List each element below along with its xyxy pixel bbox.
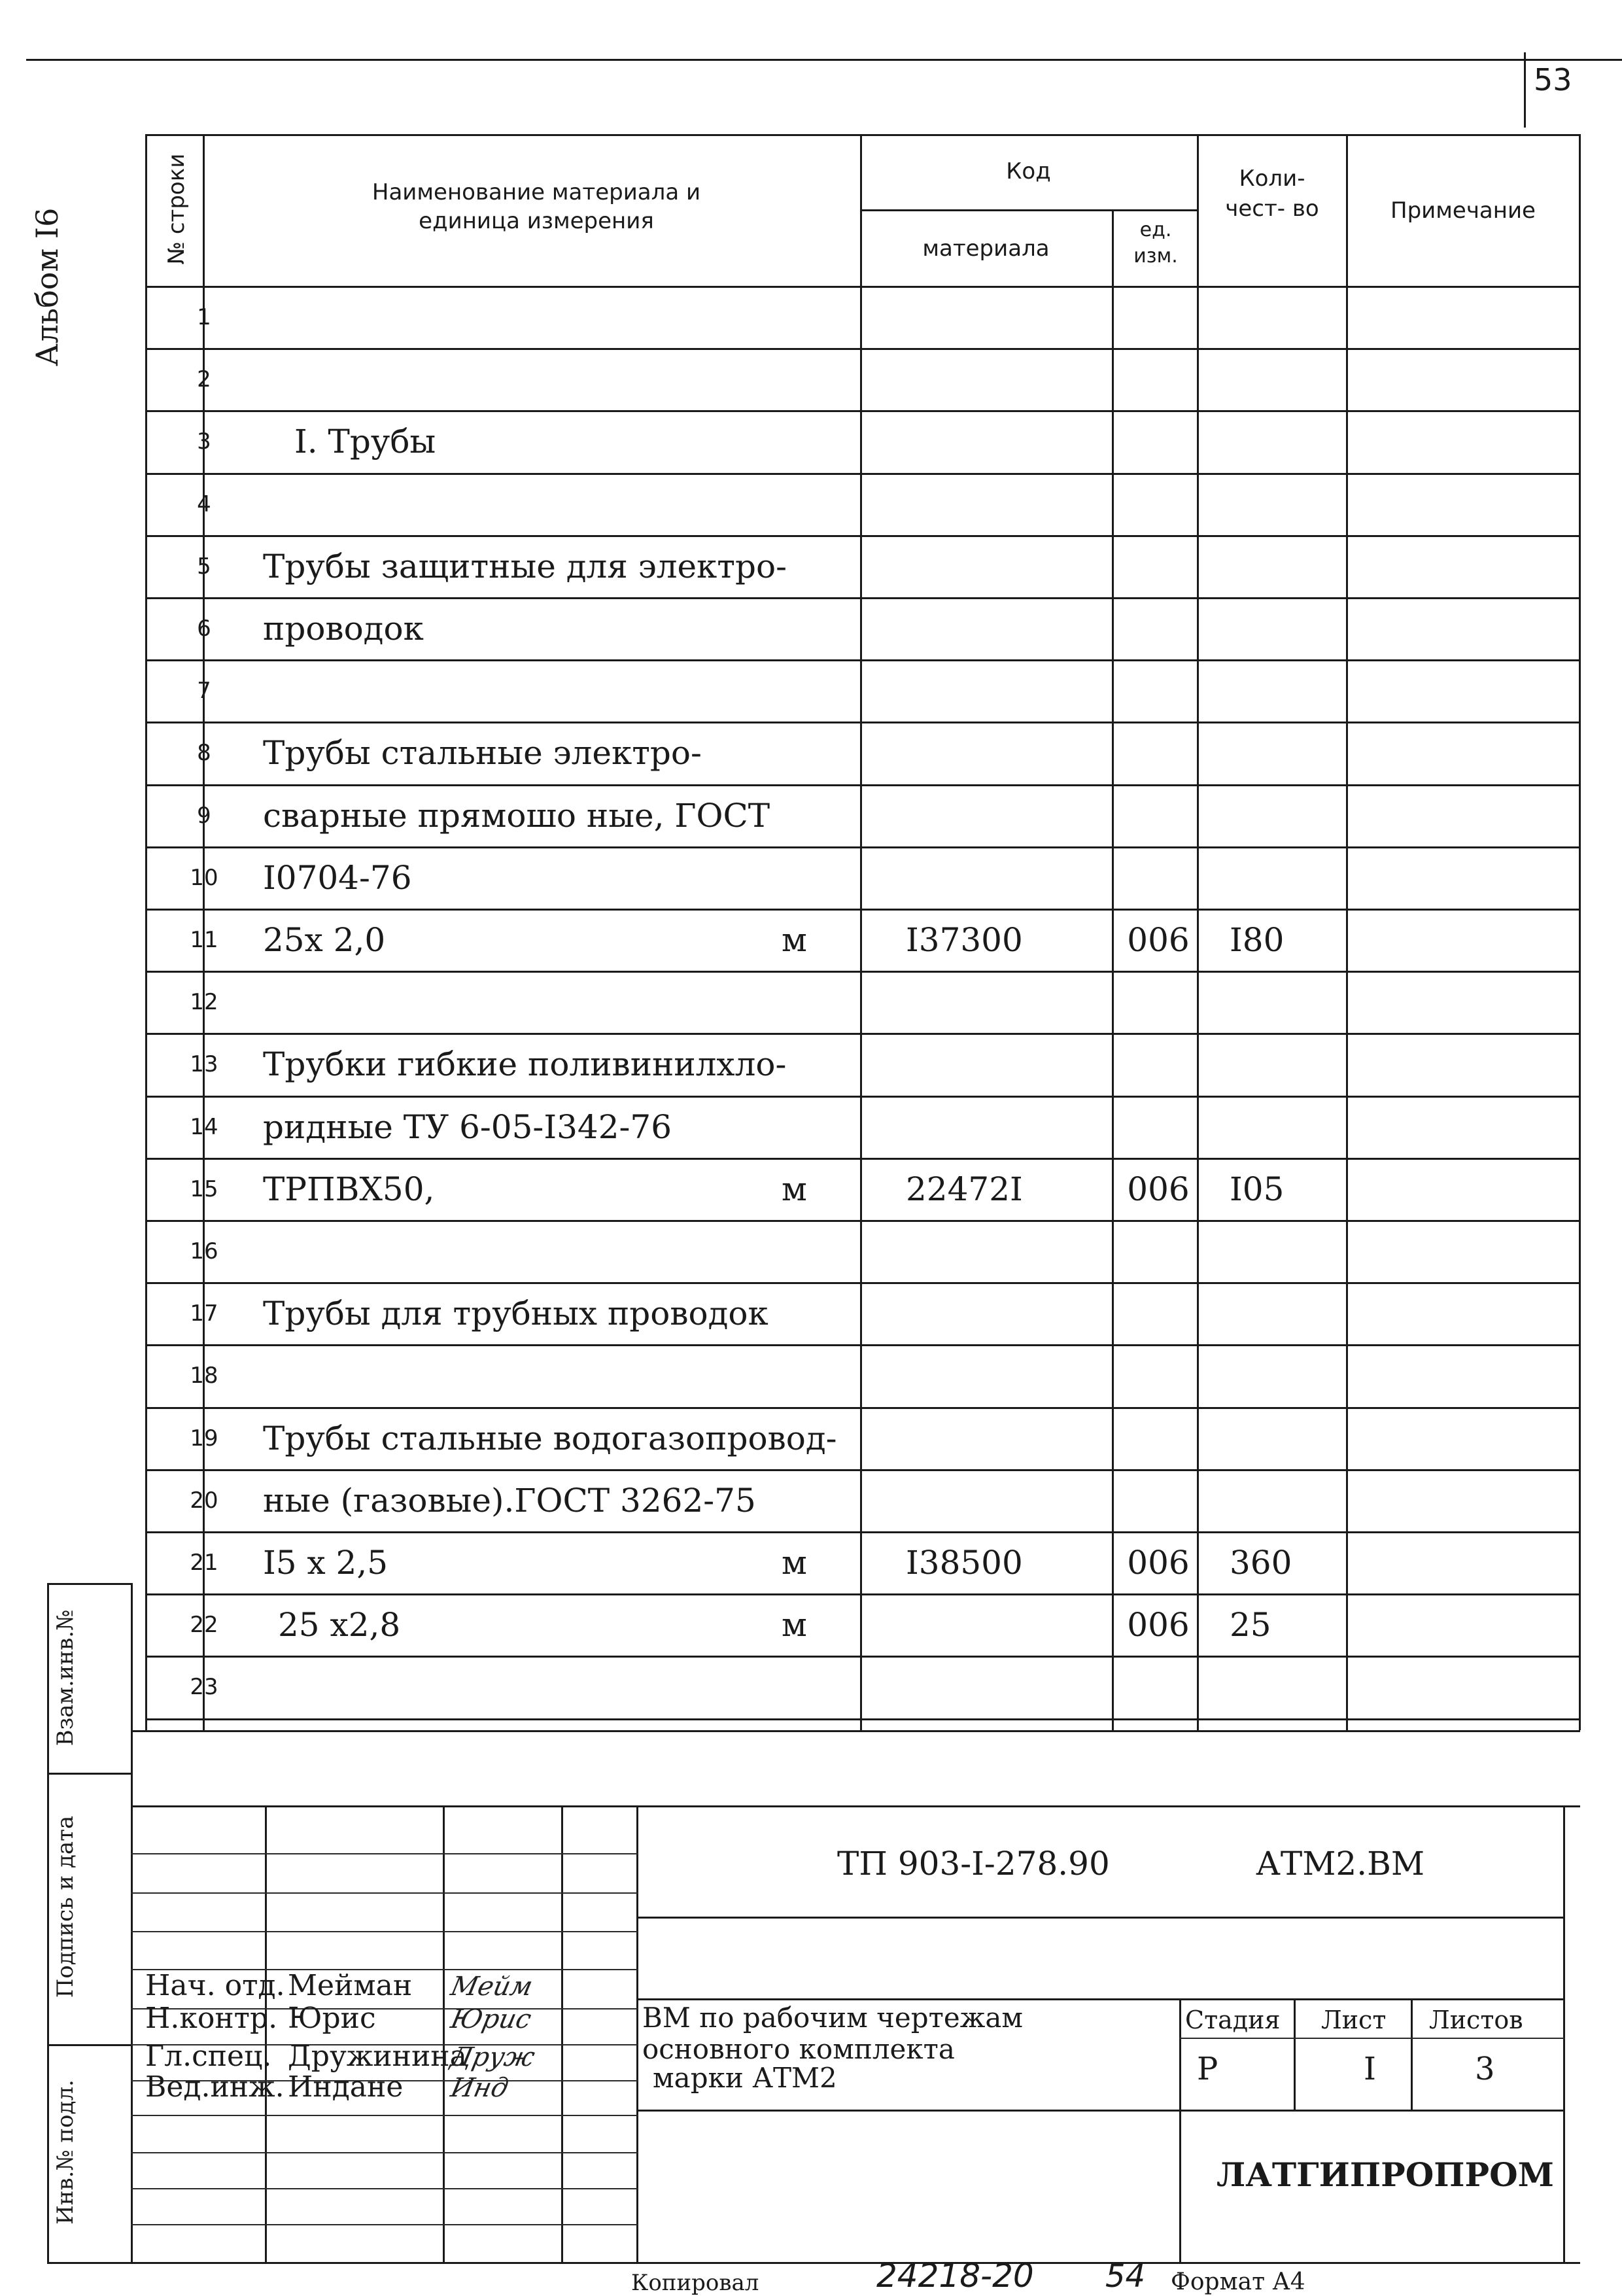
row-name: сварные прямошо ные, ГОСТ: [263, 796, 770, 835]
tb-stage-header: [1179, 2038, 1565, 2039]
page-number-box-left: [1524, 52, 1526, 128]
album-label: Альбом I6: [29, 207, 65, 366]
row-unit-code: [1120, 1096, 1197, 1158]
table-right-border: [1579, 134, 1581, 1730]
signatory-role: Гл.спец.: [145, 2040, 272, 2073]
row-divider: [145, 1220, 1580, 1222]
row-number: 20: [190, 1487, 218, 1514]
row-name: Трубы стальные электро-: [263, 733, 702, 772]
footer-page: 54: [1105, 2258, 1146, 2295]
footer-copied: Копировал: [631, 2270, 759, 2296]
header-row-no: № строки: [164, 153, 190, 265]
tb-h9: [131, 2152, 638, 2153]
row-name: Трубки гибкие поливинилхло-: [263, 1045, 787, 1083]
page-number: 53: [1534, 62, 1572, 97]
signature: Инд: [448, 2073, 511, 2103]
col-sep-unitcode: [1197, 134, 1199, 1730]
tb-bottom: [131, 2262, 1580, 2264]
row-name: I. Трубы: [294, 422, 436, 461]
row-divider: [145, 659, 1580, 661]
row-number: 6: [197, 615, 211, 642]
row-unit-code: [1120, 784, 1197, 846]
header-bottom-border: [145, 286, 1580, 288]
row-quantity: I80: [1230, 920, 1285, 959]
row-number: 5: [197, 553, 211, 580]
footer-format: Формат А4: [1171, 2269, 1305, 2295]
row-unit-code: [1120, 971, 1197, 1033]
signatory-role: Нач. отд.: [145, 1969, 285, 2002]
row-unit-code: 006: [1127, 1170, 1190, 1208]
header-quantity: Коли- чест- во: [1225, 165, 1319, 222]
signature: Мейм: [448, 1972, 536, 2002]
row-number: 17: [190, 1300, 218, 1327]
side-stamp-bottom: [47, 2262, 132, 2264]
row-name: Трубы стальные водогазопровод-: [263, 1419, 837, 1457]
row-number: 19: [190, 1425, 218, 1452]
row-quantity: 360: [1230, 1543, 1292, 1582]
row-number: 1: [197, 304, 211, 330]
tb-stage-mid2: [1411, 1998, 1413, 2110]
sheets-value: 3: [1475, 2051, 1495, 2087]
row-name: ные (газовые).ГОСТ 3262-75: [263, 1481, 756, 1520]
row-unit-code: [1120, 1220, 1197, 1282]
sheet-label: Лист: [1321, 2006, 1387, 2034]
row-divider: [145, 971, 1580, 973]
row-number: 2: [197, 366, 211, 392]
row-unit-code: [1120, 286, 1197, 348]
row-unit-code: 006: [1127, 1543, 1190, 1582]
footer-number: 24218-20: [876, 2257, 1034, 2295]
row-divider: [145, 1718, 1580, 1720]
side-stamp-inv: Инв.№ подл.: [52, 2079, 78, 2225]
row-unit: м: [782, 1543, 807, 1582]
row-unit-code: [1120, 348, 1197, 410]
header-unit-code: ед. изм.: [1133, 218, 1178, 268]
tb-v4: [636, 1805, 638, 2263]
side-stamp-sep1: [47, 1773, 132, 1775]
row-unit: м: [782, 920, 807, 959]
signatory-name: Мейман: [288, 1969, 413, 2002]
row-material-code: I38500: [906, 1543, 1023, 1582]
row-number: 23: [190, 1673, 218, 1700]
tb-h3: [131, 1931, 638, 1932]
description-line-1: ВМ по рабочим чертежам: [642, 2002, 1024, 2034]
row-number: 7: [197, 677, 211, 704]
tb-top: [131, 1805, 1580, 1807]
doc-code: ТП 903-I-278.90: [837, 1845, 1110, 1883]
row-unit-code: 006: [1127, 1605, 1190, 1644]
sheet-value: I: [1364, 2051, 1376, 2087]
col-sep-name: [860, 134, 862, 1730]
code-header-divider: [860, 209, 1197, 211]
signatory-name: Юрис: [288, 2002, 376, 2035]
row-unit-code: [1120, 1282, 1197, 1344]
row-unit-code: [1120, 722, 1197, 784]
organization-name: ЛАТГИПРОПРОМ: [1216, 2155, 1554, 2194]
row-unit-code: [1120, 1344, 1197, 1406]
row-number: 12: [190, 988, 218, 1015]
tb-desc-bottom: [636, 2110, 1565, 2112]
row-material-code: I37300: [906, 920, 1023, 959]
row-quantity: I05: [1230, 1170, 1285, 1208]
tb-left: [131, 1805, 133, 2263]
side-stamp-sep2: [47, 2044, 132, 2046]
tb-h2: [131, 1892, 638, 1894]
row-unit-code: [1120, 597, 1197, 659]
signature: Друж: [448, 2042, 538, 2072]
row-divider: [145, 1344, 1580, 1346]
col-sep-material: [1112, 209, 1114, 1730]
row-number: 9: [197, 802, 211, 829]
row-unit-code: [1120, 1033, 1197, 1095]
header-name: Наименование материала и единица измерения: [371, 179, 701, 234]
row-unit: м: [782, 1170, 807, 1208]
row-unit-code: [1120, 659, 1197, 722]
row-divider: [145, 473, 1580, 475]
row-number: 21: [190, 1549, 218, 1576]
row-unit-code: [1120, 535, 1197, 597]
tb-v3: [561, 1805, 563, 2263]
table-top-border: [145, 134, 1580, 136]
tb-code-bottom: [636, 1917, 1565, 1919]
row-number: 8: [197, 739, 211, 766]
row-divider: [145, 1656, 1580, 1658]
side-stamp-vzam: Взам.инв.№: [52, 1609, 78, 1747]
row-unit: м: [782, 1605, 807, 1644]
table-left-border: [145, 134, 147, 1730]
tb-h10: [131, 2188, 638, 2189]
row-name: I5 х 2,5: [263, 1543, 388, 1582]
tb-right: [1563, 1805, 1565, 2263]
stage-value: Р: [1197, 2051, 1218, 2087]
row-name: 25х 2,0: [263, 920, 386, 959]
row-number: 15: [190, 1175, 218, 1202]
page-bottom-area-top: [131, 1730, 1580, 1732]
header-note: Примечание: [1390, 198, 1536, 224]
side-stamp-top: [47, 1583, 132, 1585]
tb-desc-top: [636, 1998, 1565, 2000]
row-quantity: 25: [1230, 1605, 1271, 1644]
row-name: Трубы для трубных проводок: [263, 1294, 768, 1332]
row-unit-code: [1120, 1656, 1197, 1718]
row-number: 3: [197, 428, 211, 455]
row-unit-code: [1120, 846, 1197, 909]
top-rule: [26, 59, 1622, 61]
row-number: 11: [190, 926, 218, 953]
sheets-label: Листов: [1429, 2006, 1523, 2034]
doc-mark: АТМ2.ВМ: [1256, 1845, 1425, 1883]
row-name: ТРПВХ50,: [263, 1170, 435, 1208]
row-name: проводок: [263, 609, 424, 648]
row-number: 4: [197, 491, 211, 517]
row-material-code: 22472I: [906, 1170, 1023, 1208]
description-line-3: марки АТМ2: [653, 2062, 837, 2094]
tb-h8: [131, 2115, 638, 2116]
row-number: 16: [190, 1238, 218, 1264]
description-line-2: основного комплекта: [642, 2033, 955, 2065]
row-number: 10: [190, 864, 218, 891]
tb-stage-mid1: [1294, 1998, 1296, 2110]
row-number: 18: [190, 1362, 218, 1389]
row-unit-code: [1120, 1407, 1197, 1469]
signatory-role: Вед.инж.: [145, 2070, 285, 2104]
row-name: 25 х2,8: [278, 1605, 401, 1644]
row-unit-code: [1120, 473, 1197, 535]
row-unit-code: [1120, 1469, 1197, 1531]
row-number: 13: [190, 1051, 218, 1077]
row-number: 22: [190, 1611, 218, 1638]
signatory-name: Индане: [288, 2070, 404, 2104]
header-material: материала: [922, 235, 1050, 262]
signatory-name: Дружинина: [288, 2040, 467, 2073]
tb-v2: [443, 1805, 445, 2263]
row-unit-code: [1120, 410, 1197, 472]
side-stamp-left: [47, 1583, 49, 2263]
tb-h11: [131, 2224, 638, 2225]
row-name: I0704-76: [263, 858, 412, 897]
signature: Юрис: [448, 2004, 534, 2034]
col-sep-qty: [1346, 134, 1348, 1730]
header-code: Код: [1006, 158, 1051, 184]
side-stamp-podpis: Подпись и дата: [52, 1815, 78, 1998]
row-name: Трубы защитные для электро-: [263, 547, 787, 585]
signatory-role: Н.контр.: [145, 2002, 278, 2035]
row-unit-code: 006: [1127, 920, 1190, 959]
row-number: 14: [190, 1113, 218, 1140]
stage-label: Стадия: [1185, 2006, 1281, 2034]
row-divider: [145, 348, 1580, 350]
tb-h1: [131, 1853, 638, 1854]
row-name: ридные ТУ 6-05-I342-76: [263, 1107, 672, 1146]
